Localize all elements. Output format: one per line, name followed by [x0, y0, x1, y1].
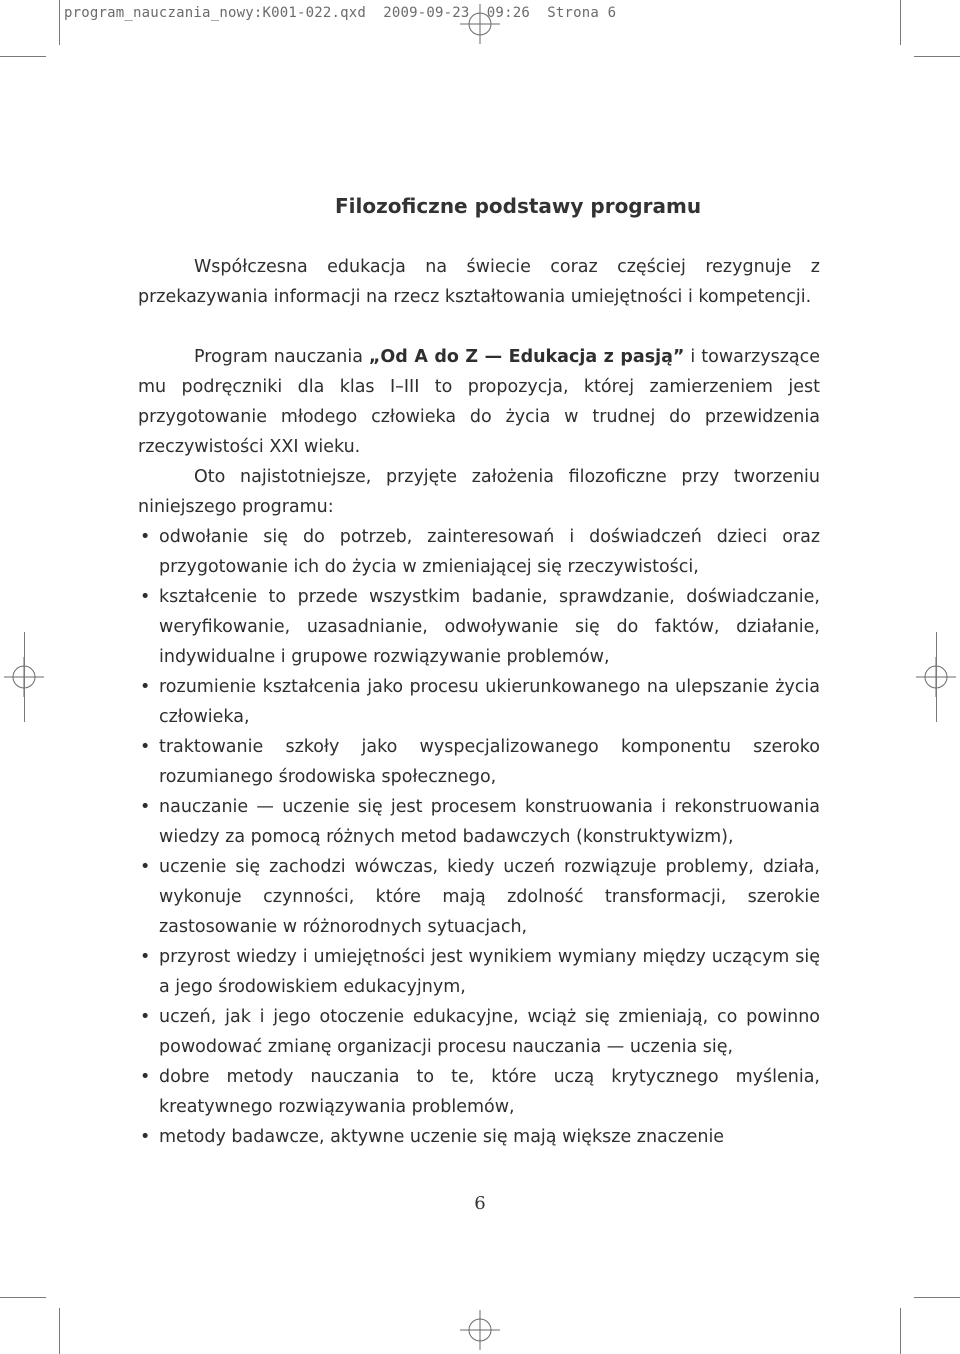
list-item: • traktowanie szkoły jako wyspecjalizowanego komponentu szeroko rozumianego środowiska społecznego, [138, 732, 820, 792]
registration-mark-icon [460, 4, 500, 44]
printer-slug: program_nauczania_nowy:K001-022.qxd 2009-09-23 09:26 Strona 6 [64, 5, 617, 21]
registration-guide [24, 632, 25, 722]
list-item: • uczenie się zachodzi wówczas, kiedy uczeń rozwiązuje problemy, działa, wykonuje czynności, które mają zdolność transformacji, szerokie zastosowanie w różnorodnych sytuacjach, [138, 852, 820, 942]
assumptions-list [138, 522, 820, 1152]
paragraph-intro [138, 252, 820, 312]
crop-mark [59, 0, 60, 45]
registration-mark-icon [460, 1310, 500, 1350]
list-item: • rozumienie kształcenia jako procesu ukierunkowanego na ulepszanie życia człowieka, [138, 672, 820, 732]
list-item: • nauczanie — uczenie się jest procesem konstruowania i rekonstruowania wiedzy za pomocą różnych metod badawczych (konstruktywizm), [138, 792, 820, 852]
crop-mark [914, 56, 960, 57]
list-item: • przyrost wiedzy i umiejętności jest wynikiem wymiany między uczącym się a jego środowiskiem edukacyjnym, [138, 942, 820, 1002]
page-number: 6 [474, 1193, 486, 1214]
paragraph-text: Współczesna edukacja na świecie coraz częściej rezygnuje z przekazywania informacji na rzecz kształtowania umiejętności i kompetencji. [138, 257, 820, 307]
crop-mark [900, 1308, 901, 1354]
crop-mark [914, 1297, 960, 1298]
paragraph-text: i towarzyszące mu podręczniki dla klas I–III to propozycja, której zamierzeniem jest przygotowanie młodego człowieka do życia w trudnej do przewidzenia rzeczywistości XXI wieku. [138, 347, 821, 457]
paragraph-program [138, 342, 820, 462]
list-item: • kształcenie to przede wszystkim badanie, sprawdzanie, doświadczanie, weryfikowanie, uzasadnianie, odwoływanie się do faktów, działanie, indywidualne i grupowe rozwiązywanie problemów, [138, 582, 820, 672]
paragraph-text: Program nauczania [194, 347, 369, 367]
crop-mark [0, 1297, 46, 1298]
crop-mark [0, 56, 46, 57]
page-title: Filozoficzne podstawy programu [335, 194, 702, 218]
paragraph-assumptions [138, 462, 820, 522]
list-item: • metody badawcze, aktywne uczenie się mają większe znaczenie [138, 1122, 820, 1152]
list-item: • odwołanie się do potrzeb, zainteresowań i doświadczeń dzieci oraz przygotowanie ich do życia w zmieniającej się rzeczywistości, [138, 522, 820, 582]
paragraph-text: Oto najistotniejsze, przyjęte założenia filozoficzne przy tworzeniu niniejszego programu: [138, 467, 820, 517]
crop-mark [59, 1308, 60, 1354]
crop-mark [900, 0, 901, 45]
registration-guide [936, 632, 937, 722]
list-item: • dobre metody nauczania to te, które uczą krytycznego myślenia, kreatywnego rozwiązywania problemów, [138, 1062, 820, 1122]
program-name: „Od A do Z — Edukacja z pasją” [368, 347, 685, 367]
list-item: • uczeń, jak i jego otoczenie edukacyjne, wciąż się zmieniają, co powinno powodować zmianę organizacji procesu nauczania — uczenia się, [138, 1002, 820, 1062]
